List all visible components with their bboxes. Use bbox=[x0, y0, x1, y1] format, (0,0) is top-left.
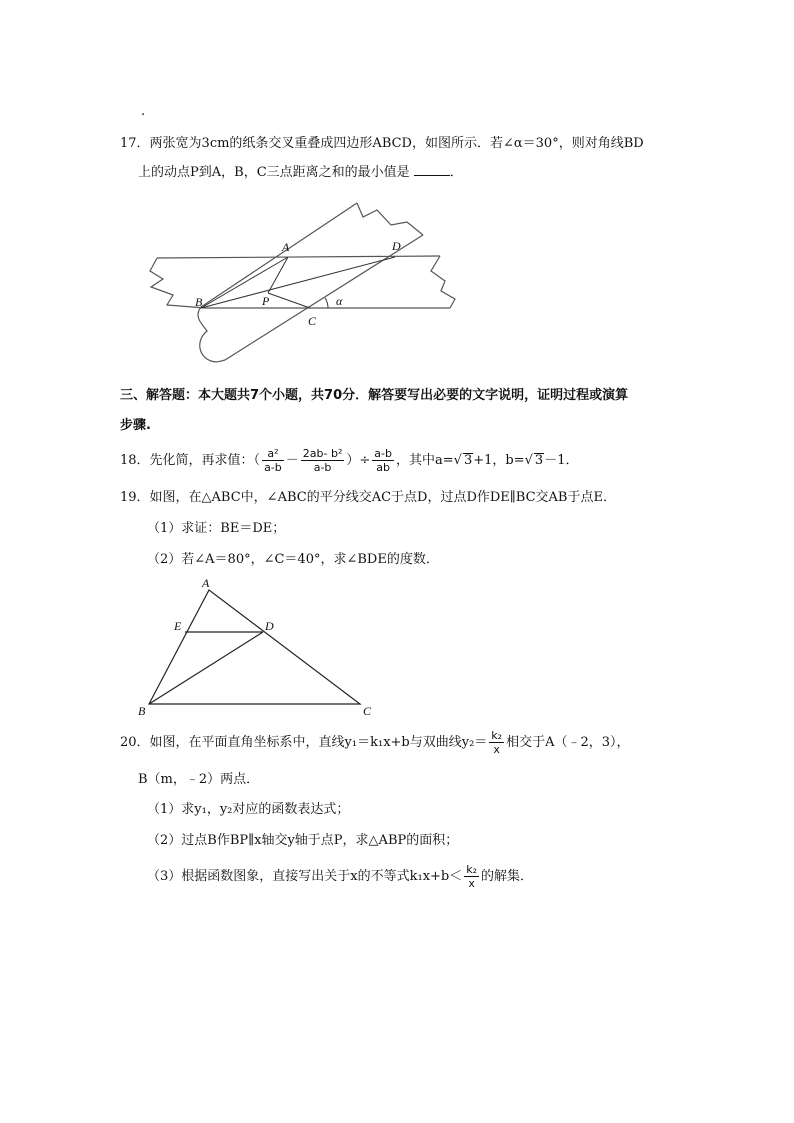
q20-line2: B（m，﹣2）两点． bbox=[138, 772, 260, 787]
label-B: B bbox=[195, 295, 203, 309]
q19-stem-line bbox=[120, 488, 616, 508]
q18-minus1: －1． bbox=[544, 453, 579, 468]
sqrt-3-second: 3 bbox=[534, 453, 544, 468]
q17-number: 17． bbox=[120, 136, 150, 151]
q20-part2: （2）过点B作BP∥x轴交y轴于点P，求△ABP的面积； bbox=[147, 833, 459, 848]
q17-text-line2: 上的动点P到A，B，C三点距离之和的最小值是 bbox=[138, 165, 410, 180]
q18-minus: － bbox=[285, 453, 299, 468]
q18-divide: ）÷ bbox=[346, 453, 371, 468]
fraction-a2-numerator: a² bbox=[262, 447, 284, 461]
fraction-k2-numerator-part3: k₂ bbox=[466, 863, 478, 876]
q20-stem-b: 相交于A（﹣2，3）， bbox=[506, 735, 630, 750]
fraction-amb-ab-denominator: ab bbox=[376, 461, 390, 474]
label-E: E bbox=[174, 619, 182, 633]
strip-horizontal-torn-right bbox=[431, 256, 455, 308]
q20-part3 bbox=[147, 862, 533, 892]
strip-slanted-edge-bottom bbox=[225, 235, 423, 360]
q18-plus1: +1，b= bbox=[473, 453, 525, 468]
q17-figure bbox=[145, 195, 470, 375]
q19-figure bbox=[134, 576, 384, 721]
q20-number: 20． bbox=[120, 735, 150, 750]
strip-horizontal-edge-top bbox=[157, 256, 440, 258]
label-alpha: α bbox=[336, 294, 343, 308]
fraction-a2 bbox=[262, 447, 284, 474]
label-D: D bbox=[265, 619, 274, 633]
q19-number: 19． bbox=[120, 490, 150, 505]
q18-where: ，其中a= bbox=[395, 453, 454, 468]
section3-heading-line2: 步骤. bbox=[120, 418, 151, 433]
fraction-2ab-denominator: a-b bbox=[313, 461, 332, 474]
fraction-amb-ab-numerator: a-b bbox=[374, 447, 392, 460]
strip-slanted-torn-bottom bbox=[198, 307, 225, 362]
label-D: D bbox=[392, 239, 401, 253]
fraction-2ab-numerator: 2ab- b² bbox=[302, 447, 343, 460]
fraction-a2-denominator: a-b bbox=[264, 461, 282, 474]
fraction-k2-denominator: x bbox=[493, 743, 500, 756]
label-A: A bbox=[282, 240, 290, 254]
fraction-k2-x-part3 bbox=[464, 863, 479, 890]
line-BA bbox=[201, 257, 288, 308]
label-P: P bbox=[262, 294, 270, 308]
angle-alpha-arc bbox=[325, 298, 328, 308]
section3-heading-line1: 三、解答题：本大题共7个小题，共70分．解答要写出必要的文字说明，证明过程或演算 bbox=[120, 388, 629, 403]
triangle-ABC bbox=[149, 590, 360, 704]
stray-dot: . bbox=[141, 104, 146, 119]
q17-line1 bbox=[120, 134, 644, 154]
answer-blank bbox=[414, 163, 450, 176]
fraction-k2-denominator-part3: x bbox=[468, 877, 475, 890]
fraction-k2-numerator: k₂ bbox=[491, 729, 503, 742]
q20-stem-line bbox=[120, 728, 630, 758]
line-BD bbox=[201, 257, 395, 308]
q20-part1: （1）求y₁，y₂对应的函数表达式； bbox=[147, 802, 350, 817]
segment-BD bbox=[149, 632, 263, 704]
fraction-k2-x bbox=[489, 729, 504, 756]
line-PC bbox=[268, 293, 310, 308]
q20-stem-a: 如图，在平面直角坐标系中，直线y₁＝k₁x+b与双曲线y₂＝ bbox=[149, 735, 488, 750]
label-A: A bbox=[202, 576, 210, 590]
fraction-2ab bbox=[301, 447, 345, 474]
q17-text-line1: 两张宽为3cm的纸条交叉重叠成四边形ABCD，如图所示．若∠α＝30°，则对角线BD bbox=[149, 136, 644, 151]
q20-part3-a: （3）根据函数图象，直接写出关于x的不等式k₁x+b＜ bbox=[147, 869, 463, 884]
label-C: C bbox=[363, 704, 372, 718]
q19-part2: （2）若∠A＝80°，∠C＝40°，求∠BDE的度数． bbox=[147, 552, 439, 567]
strip-slanted-torn-top bbox=[357, 203, 423, 235]
q18-prefix: 先化简，再求值：（ bbox=[149, 453, 261, 468]
fraction-amb-ab bbox=[372, 447, 394, 474]
q20-part3-b: 的解集． bbox=[481, 869, 534, 884]
q19-part1: （1）求证：BE＝DE； bbox=[147, 521, 286, 536]
label-B: B bbox=[138, 704, 146, 718]
q17-line2 bbox=[138, 163, 463, 183]
sqrt-3-first: 3 bbox=[463, 453, 473, 468]
label-C: C bbox=[308, 314, 317, 328]
q19-stem: 如图，在△ABC中，∠ABC的平分线交AC于点D，过点D作DE∥BC交AB于点E． bbox=[149, 490, 616, 505]
q18-number: 18． bbox=[120, 453, 150, 468]
q18-line: 18．先化简，再求值：（ $\frac{\text{a²}}{a-b}$ － $\frac{\text{2ab- b²}}{a-b}$ ）÷ $\frac{a-b}{ab}$ ，其中a=√ 3+1，b=√ 3－1． bbox=[120, 447, 579, 474]
q17-period: ． bbox=[449, 165, 463, 180]
